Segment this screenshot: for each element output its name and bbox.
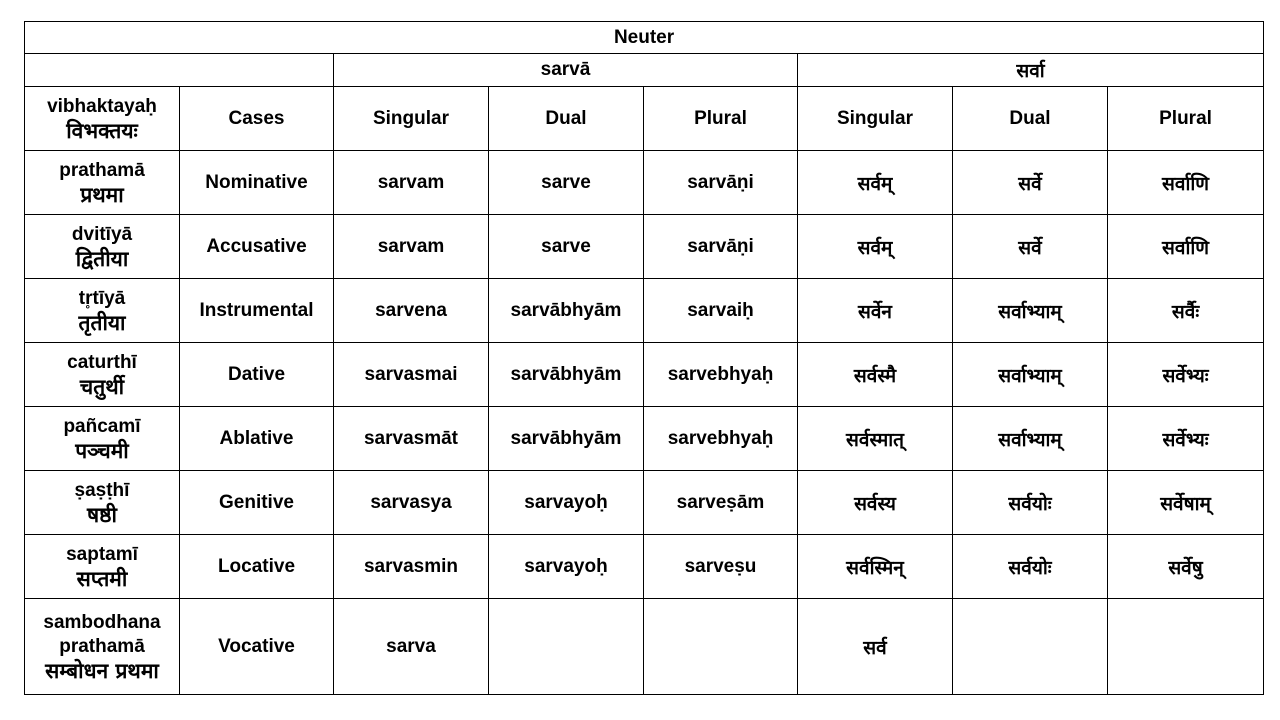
roman-singular: sarvasya <box>334 471 489 535</box>
vibhakti-devanagari: षष्ठी <box>87 502 117 527</box>
table-title: Neuter <box>25 22 1264 54</box>
devanagari-dual: सर्वे <box>953 215 1108 279</box>
table-row <box>25 215 1264 279</box>
roman-dual: sarve <box>489 215 644 279</box>
devanagari-plural: सर्वेभ्यः <box>1108 407 1264 471</box>
roman-singular: sarvam <box>334 215 489 279</box>
table-row <box>25 535 1264 599</box>
roman-dual: sarvayoḥ <box>489 535 644 599</box>
devanagari-singular: सर्वस्य <box>798 471 953 535</box>
vibhakti-cell <box>25 471 180 535</box>
roman-plural: sarveṣu <box>644 535 798 599</box>
case-name: Vocative <box>180 599 334 695</box>
devanagari-plural <box>1108 599 1264 695</box>
vibhakti-cell <box>25 279 180 343</box>
roman-plural: sarvebhyaḥ <box>644 343 798 407</box>
script-header-row <box>25 54 1264 87</box>
table-row <box>25 471 1264 535</box>
roman-plural <box>644 599 798 695</box>
devanagari-singular-header: Singular <box>798 87 953 151</box>
vocative-row <box>25 599 1264 695</box>
devanagari-dual: सर्वाभ्याम् <box>953 279 1108 343</box>
case-name: Dative <box>180 343 334 407</box>
vibhakti-roman: caturthī <box>67 351 137 373</box>
devanagari-dual: सर्वे <box>953 151 1108 215</box>
roman-stem-header: sarvā <box>334 54 798 87</box>
table-row <box>25 279 1264 343</box>
devanagari-singular: सर्वेन <box>798 279 953 343</box>
roman-dual: sarvābhyām <box>489 279 644 343</box>
devanagari-dual-header: Dual <box>953 87 1108 151</box>
vibhakti-devanagari: सम्बोधन प्रथमा <box>45 658 159 683</box>
devanagari-plural: सर्वाणि <box>1108 215 1264 279</box>
vibhakti-devanagari: प्रथमा <box>80 182 124 207</box>
roman-dual-header: Dual <box>489 87 644 151</box>
table-row <box>25 151 1264 215</box>
devanagari-singular: सर्वस्मिन् <box>798 535 953 599</box>
case-name: Instrumental <box>180 279 334 343</box>
roman-plural-header: Plural <box>644 87 798 151</box>
vibhakti-devanagari: तृतीया <box>78 310 126 335</box>
roman-singular: sarvasmāt <box>334 407 489 471</box>
vibhakti-roman: dvitīyā <box>71 223 133 245</box>
devanagari-plural: सर्वैः <box>1108 279 1264 343</box>
roman-dual: sarvābhyām <box>489 407 644 471</box>
devanagari-dual: सर्वयोः <box>953 471 1108 535</box>
vibhakti-roman: saptamī <box>66 543 138 565</box>
devanagari-singular: सर्वम् <box>798 215 953 279</box>
vibhakti-roman: prathamā <box>59 635 145 657</box>
vibhakti-roman: pañcamī <box>63 415 141 437</box>
vibhakti-roman: ṣaṣṭhī <box>74 479 130 501</box>
devanagari-plural: सर्वेषाम् <box>1108 471 1264 535</box>
vibhakti-header <box>25 87 180 151</box>
vibhakti-cell <box>25 535 180 599</box>
column-header-row <box>25 87 1264 151</box>
vibhakti-header-devanagari: विभक्तयः <box>66 118 138 143</box>
roman-singular: sarvam <box>334 151 489 215</box>
devanagari-dual: सर्वाभ्याम् <box>953 343 1108 407</box>
table-row <box>25 343 1264 407</box>
declension-table <box>24 21 1264 695</box>
devanagari-plural: सर्वेभ्यः <box>1108 343 1264 407</box>
devanagari-dual <box>953 599 1108 695</box>
devanagari-singular: सर्वस्मै <box>798 343 953 407</box>
roman-plural: sarvāṇi <box>644 215 798 279</box>
devanagari-singular: सर्व <box>798 599 953 695</box>
table-row <box>25 407 1264 471</box>
roman-dual: sarvayoḥ <box>489 471 644 535</box>
roman-singular: sarvasmai <box>334 343 489 407</box>
roman-singular: sarvena <box>334 279 489 343</box>
devanagari-singular: सर्वम् <box>798 151 953 215</box>
devanagari-plural: सर्वाणि <box>1108 151 1264 215</box>
empty-corner-cell <box>25 54 334 87</box>
roman-plural: sarveṣām <box>644 471 798 535</box>
vibhakti-header-roman: vibhaktayaḥ <box>47 95 157 117</box>
vibhakti-cell <box>25 151 180 215</box>
devanagari-dual: सर्वाभ्याम् <box>953 407 1108 471</box>
vibhakti-devanagari: पञ्चमी <box>75 438 129 463</box>
roman-singular: sarvasmin <box>334 535 489 599</box>
case-name: Nominative <box>180 151 334 215</box>
roman-dual: sarve <box>489 151 644 215</box>
case-name: Genitive <box>180 471 334 535</box>
vibhakti-devanagari: सप्तमी <box>76 566 128 591</box>
vibhakti-roman: tr̥tīyā <box>78 287 126 309</box>
roman-dual: sarvābhyām <box>489 343 644 407</box>
vibhakti-cell <box>25 343 180 407</box>
vibhakti-cell <box>25 599 180 695</box>
devanagari-dual: सर्वयोः <box>953 535 1108 599</box>
devanagari-singular: सर्वस्मात् <box>798 407 953 471</box>
case-name: Locative <box>180 535 334 599</box>
vibhakti-roman: prathamā <box>59 159 145 181</box>
vibhakti-cell <box>25 407 180 471</box>
case-name: Accusative <box>180 215 334 279</box>
vibhakti-devanagari: द्वितीया <box>75 246 129 271</box>
roman-dual <box>489 599 644 695</box>
roman-singular: sarva <box>334 599 489 695</box>
roman-plural: sarvāṇi <box>644 151 798 215</box>
vibhakti-roman: sambodhana <box>43 611 161 633</box>
roman-plural: sarvaiḥ <box>644 279 798 343</box>
devanagari-plural: सर्वेषु <box>1108 535 1264 599</box>
case-name: Ablative <box>180 407 334 471</box>
roman-singular-header: Singular <box>334 87 489 151</box>
title-row <box>25 22 1264 54</box>
vibhakti-cell <box>25 215 180 279</box>
cases-header: Cases <box>180 87 334 151</box>
roman-plural: sarvebhyaḥ <box>644 407 798 471</box>
devanagari-stem-header: सर्वा <box>798 54 1264 87</box>
devanagari-plural-header: Plural <box>1108 87 1264 151</box>
vibhakti-devanagari: चतुर्थी <box>79 374 125 399</box>
